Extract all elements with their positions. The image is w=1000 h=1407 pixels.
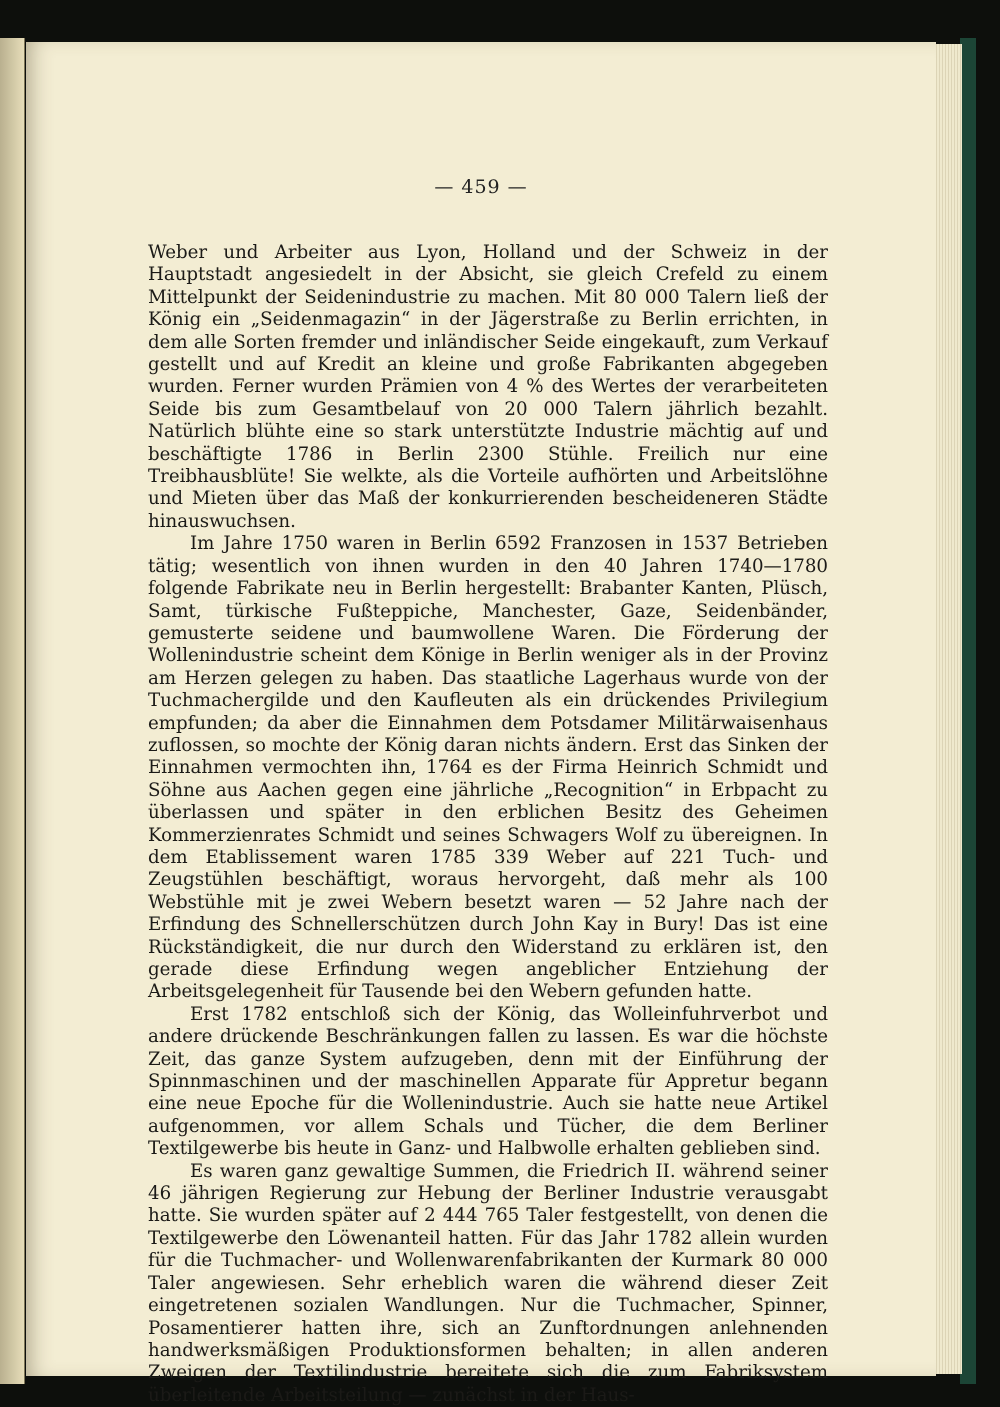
page-body-text	[148, 242, 828, 1407]
book-cover-edge	[960, 38, 976, 1384]
page-number: — 459 —	[434, 176, 528, 198]
book-page	[26, 42, 936, 1406]
paragraph-2: Im Jahre 1750 waren in Berlin 6592 Franzosen in 1537 Betrieben tätig; wesentlich von ihnen wurden in den 40 Jahren 1740—1780 folgende Fabrikate neu in Berlin hergestellt: Brabanter Kanten, Plüsch, Samt, türkische Fußteppiche, Manchester, Gaze, Seidenbänder, gemusterte seidene und baumwollene Waren. Die Förderung der Wollenindustrie scheint dem Könige in Berlin weniger als in der Provinz am Herzen gelegen zu haben. Das staatliche Lagerhaus wurde von der Tuchmachergilde und den Kaufleuten als ein drückendes Privilegium empfunden; da aber die Einnahmen dem Potsdamer Militärwaisenhaus zuflossen, so mochte der König daran nichts ändern. Erst das Sinken der Einnahmen vermochten ihn, 1764 es der Firma Heinrich Schmidt und Söhne aus Aachen gegen eine jährliche „Recognition“ in Erbpacht zu überlassen und später in den erblichen Besitz des Geheimen Kommerzienrates Schmidt und seines Schwagers Wolf zu übereignen. In dem Etablissement waren 1785 339 Weber auf 221 Tuch- und Zeugstühlen beschäftigt, woraus hervorgeht, daß mehr als 100 Webstühle mit je zwei Webern besetzt waren — 52 Jahre nach der Erfindung des Schnellerschützen durch John Kay in Bury! Das ist eine Rückständigkeit, die nur durch den Widerstand zu erklären ist, den gerade diese Erfindung wegen angeblicher Entziehung der Arbeitsgelegenheit für Tausende bei den Webern gefunden hatte.	[148, 533, 828, 1003]
previous-page-edge	[0, 38, 25, 1384]
paragraph-1: Weber und Arbeiter aus Lyon, Holland und der Schweiz in der Hauptstadt angesiedelt in der Absicht, sie gleich Crefeld zu einem Mittelpunkt der Seidenindustrie zu machen. Mit 80 000 Talern ließ der König ein „Seidenmagazin“ in der Jägerstraße zu Berlin errichten, in dem alle Sorten fremder und inländischer Seide eingekauft, zum Verkauf gestellt und auf Kredit an kleine und große Fabrikanten abgegeben wurden. Ferner wurden Prämien von 4 % des Wertes der verarbeiteten Seide bis zum Gesamtbelauf von 20 000 Talern jährlich bezahlt. Natürlich blühte eine so stark unterstützte Industrie mächtig auf und beschäftigte 1786 in Berlin 2300 Stühle. Freilich nur eine Treibhausblüte! Sie welkte, als die Vorteile aufhörten und Arbeitslöhne und Mieten über das Maß der konkurrierenden bescheideneren Städte hinauswuchsen.	[148, 242, 828, 532]
paragraph-3: Erst 1782 entschloß sich der König, das Wolleinfuhrverbot und andere drückende Beschränkungen fallen zu lassen. Es war die höchste Zeit, das ganze System aufzugeben, denn mit der Einführung der Spinnmaschinen und der maschinellen Apparate für Appretur begann eine neue Epoche für die Wollenindustrie. Auch sie hatte neue Artikel aufgenommen, vor allem Schals und Tücher, die dem Berliner Textilgewerbe bis heute in Ganz- und Halbwolle erhalten geblieben sind.	[148, 1003, 828, 1160]
paragraph-4: Es waren ganz gewaltige Summen, die Friedrich II. während seiner 46 jährigen Regierung zur Hebung der Berliner Industrie verausgabt hatte. Sie wurden später auf 2 444 765 Taler festgestellt, von denen die Textilgewerbe den Löwenanteil hatten. Für das Jahr 1782 allein wurden für die Tuchmacher- und Wollenwarenfabrikanten der Kurmark 80 000 Taler angewiesen. Sehr erheblich waren die während dieser Zeit eingetretenen sozialen Wandlungen. Nur die Tuchmacher, Spinner, Posamentierer hatten ihre, sich an Zunftordnungen anlehnenden handwerksmäßigen Produktionsformen behalten; in allen anderen Zweigen der Textilindustrie bereitete sich die zum Fabriksystem überleitende Arbeitsteilung — zunächst in der Haus-	[148, 1160, 828, 1406]
